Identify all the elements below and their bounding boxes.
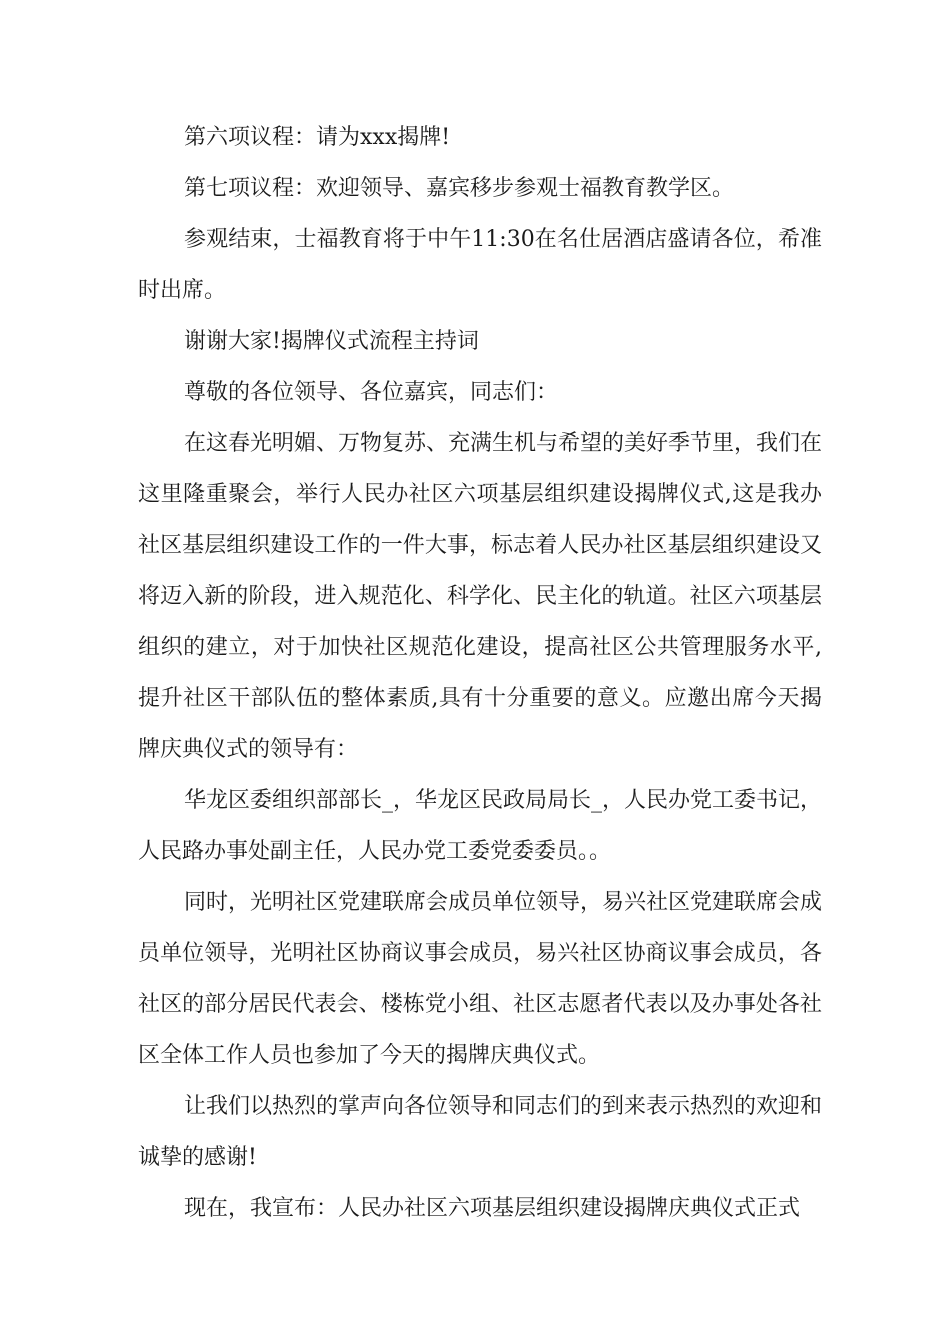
paragraph-attendees: 同时，光明社区党建联席会成员单位领导，易兴社区党建联席会成员单位领导，光明社区协商议事会成员，易兴社区协商议事会成员，各社区的部分居民代表会、楼栋党小组、社区志愿者代表以及办事处各社区全体工作人员也参加了今天的揭牌庆典仪式。 [138,890,823,1068]
document-body [138,112,822,1234]
paragraph-thanks-title: 谢谢大家!揭牌仪式流程主持词 [184,329,479,354]
paragraph-leaders: 华龙区委组织部部长_，华龙区民政局局长_，人民办党工委书记，人民路办事处副主任，人民办党工委党委委员。。 [138,788,823,864]
paragraph-announcement: 现在，我宣布：人民办社区六项基层组织建设揭牌庆典仪式正式 [184,1196,801,1221]
paragraph-salutation: 尊敬的各位领导、各位嘉宾，同志们： [184,380,559,405]
paragraph-agenda-seven: 第七项议程：欢迎领导、嘉宾移步参观士福教育教学区。 [184,176,735,201]
paragraph-agenda-six: 第六项议程：请为xxx揭牌! [184,125,451,150]
paragraph-applause: 让我们以热烈的掌声向各位领导和同志们的到来表示热烈的欢迎和诚挚的感谢! [138,1094,823,1170]
paragraph-opening: 在这春光明媚、万物复苏、充满生机与希望的美好季节里，我们在这里隆重聚会，举行人民办社区六项基层组织建设揭牌仪式,这是我办社区基层组织建设工作的一件大事，标志着人民办社区基层组织建设又将迈入新的阶段，进入规范化、科学化、民主化的轨道。社区六项基层组织的建立，对于加快社区规范化建设，提高社区公共管理服务水平,提升社区干部队伍的整体素质,具有十分重要的意义。应邀出席今天揭牌庆典仪式的领导有： [138,431,823,762]
paragraph-visit-end: 参观结束，士福教育将于中午11:30在名仕居酒店盛请各位，希准时出席。 [138,227,822,303]
